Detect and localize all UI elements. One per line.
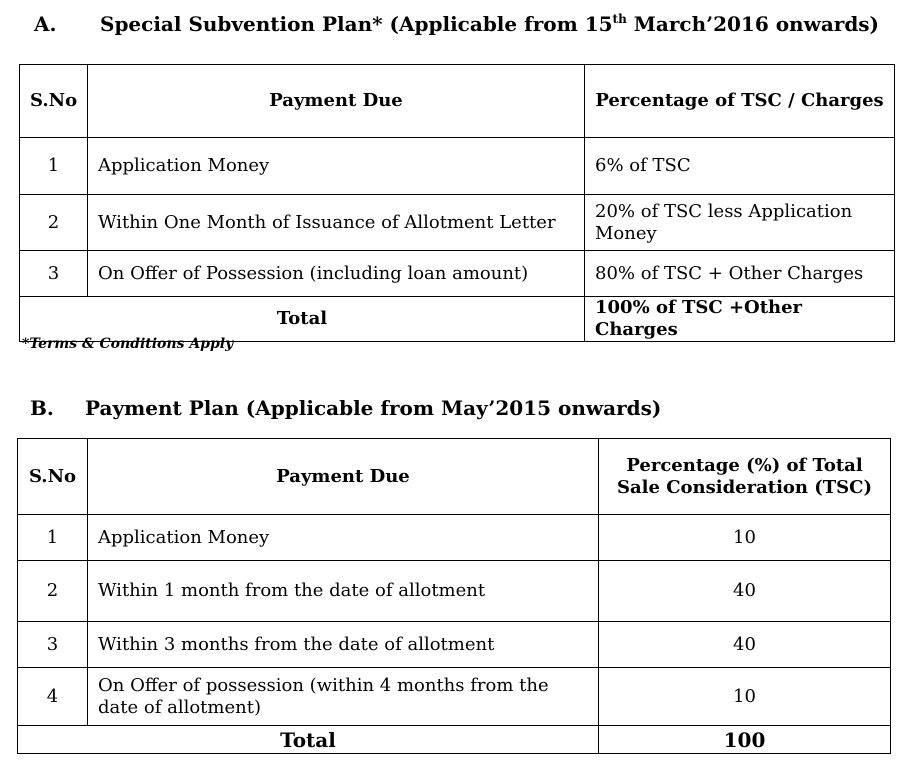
subvention-plan-table [19, 64, 895, 342]
header-percentage: Percentage (%) of Total Sale Consideration (TSC) [599, 439, 891, 515]
total-label: Total [18, 726, 599, 754]
section-b-heading [30, 396, 661, 420]
row-percentage: 10 [599, 668, 891, 726]
header-sno: S.No [20, 65, 88, 138]
section-b-title: Payment Plan (Applicable from May’2015 onwards) [85, 396, 662, 420]
header-sno: S.No [18, 439, 88, 515]
row-sno: 2 [18, 561, 88, 622]
total-label: Total [20, 297, 585, 342]
row-sno: 3 [20, 251, 88, 297]
table-row [20, 195, 895, 251]
section-a-letter: A. [34, 12, 57, 36]
row-sno: 2 [20, 195, 88, 251]
table-row [18, 668, 891, 726]
row-sno: 1 [18, 515, 88, 561]
row-sno: 4 [18, 668, 88, 726]
terms-note: *Terms & Conditions Apply [22, 336, 234, 352]
header-percentage: Percentage of TSC / Charges [585, 65, 895, 138]
payment-plan-table [17, 438, 891, 754]
row-payment-due: On Offer of Possession (including loan amount) [88, 251, 585, 297]
table-row [18, 622, 891, 668]
row-percentage: 80% of TSC + Other Charges [585, 251, 895, 297]
table-header-row [20, 65, 895, 138]
row-sno: 1 [20, 138, 88, 195]
table-total-row [18, 726, 891, 754]
row-percentage: 20% of TSC less Application Money [585, 195, 895, 251]
header-payment-due: Payment Due [88, 439, 599, 515]
section-a-title-pre: Special Subvention Plan* (Applicable from 15 [100, 12, 613, 36]
row-payment-due: On Offer of possession (within 4 months from the date of allotment) [88, 668, 599, 726]
section-b-letter: B. [30, 396, 54, 420]
row-percentage: 40 [599, 622, 891, 668]
total-value: 100% of TSC +Other Charges [585, 297, 895, 342]
table-row [20, 251, 895, 297]
header-payment-due: Payment Due [88, 65, 585, 138]
row-payment-due: Within 3 months from the date of allotment [88, 622, 599, 668]
section-a-title [100, 12, 879, 36]
table-row [18, 515, 891, 561]
row-payment-due: Within 1 month from the date of allotment [88, 561, 599, 622]
row-sno: 3 [18, 622, 88, 668]
section-a-title-sup: th [612, 12, 627, 26]
table-row [20, 138, 895, 195]
row-payment-due: Application Money [88, 138, 585, 195]
table-row [18, 561, 891, 622]
row-percentage: 10 [599, 515, 891, 561]
section-a-title-post: March’2016 onwards) [626, 12, 880, 36]
row-payment-due: Within One Month of Issuance of Allotment Letter [88, 195, 585, 251]
row-percentage: 6% of TSC [585, 138, 895, 195]
section-a-heading [34, 12, 879, 36]
total-value: 100 [599, 726, 891, 754]
row-payment-due: Application Money [88, 515, 599, 561]
table-header-row [18, 439, 891, 515]
table-total-row [20, 297, 895, 342]
row-percentage: 40 [599, 561, 891, 622]
